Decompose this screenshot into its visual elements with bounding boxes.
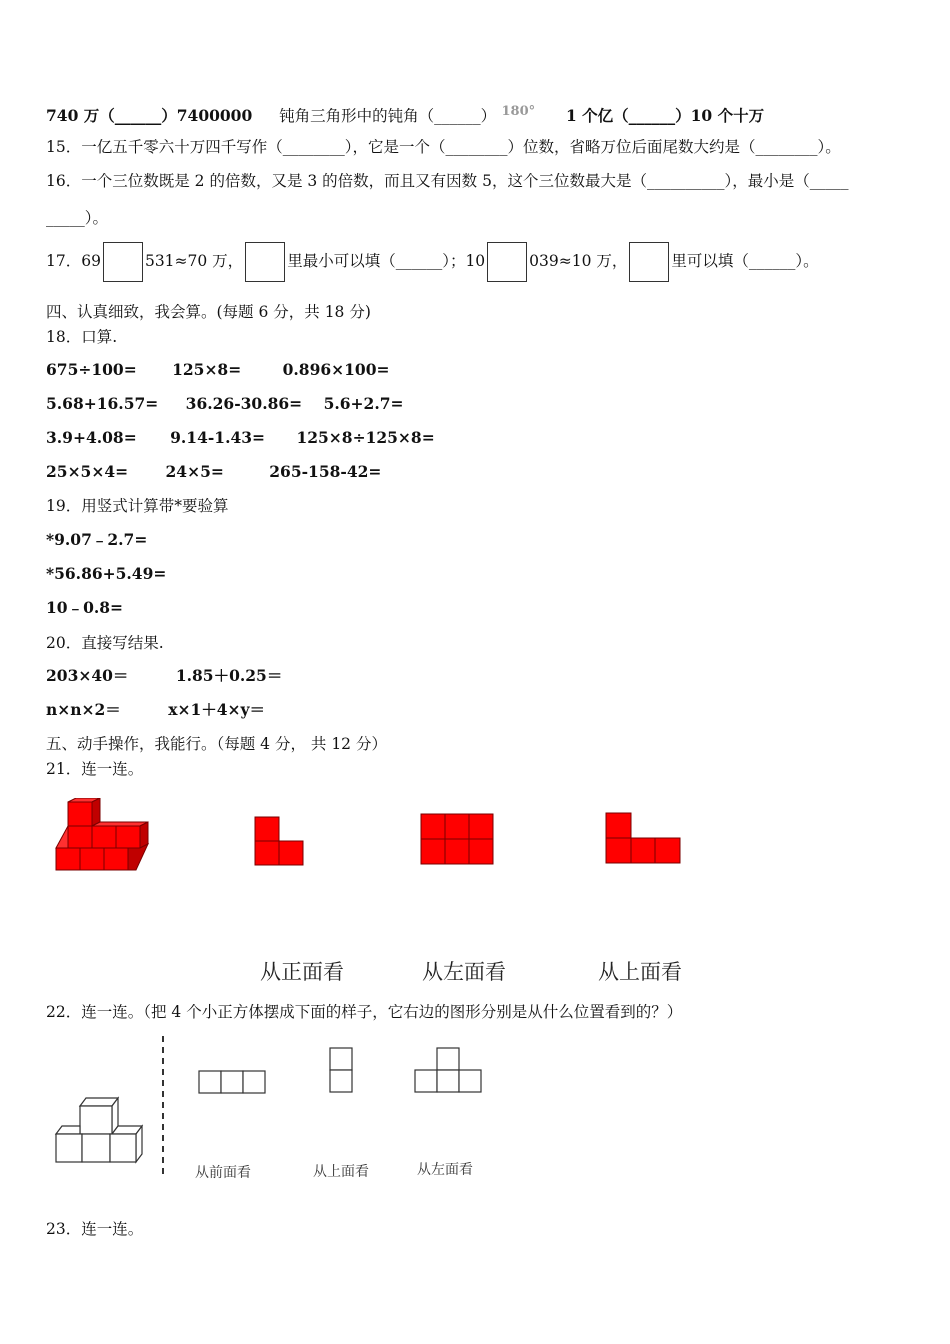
q17-blank-box-1[interactable] (103, 242, 143, 282)
q17-part5: 里可以填（______）。 (671, 252, 819, 270)
question-23-title: 23．连一连。 (46, 1220, 144, 1238)
q14-item-a: 740 万（______）7400000 (46, 106, 253, 126)
q21-caption-top: 从上面看 (598, 960, 682, 984)
q22-caption-left: 从左面看 (417, 1162, 473, 1178)
q20-expr: x×1＋4×y＝ (168, 700, 266, 719)
q18-expr: 3.9+4.08= (46, 428, 137, 447)
q17-blank-box-2[interactable] (245, 242, 285, 282)
q17-part3: 里最小可以填（______）；10 (287, 252, 486, 270)
q18-expr: 9.14-1.43= (170, 428, 266, 447)
q18-expr: 5.68+16.57= (46, 394, 159, 413)
q17-part2: 531≈70 万， (144, 252, 244, 270)
q18-expr: 5.6+2.7= (323, 394, 404, 413)
q20-row (46, 666, 282, 686)
q22-dashed-divider (160, 1036, 166, 1178)
q21-caption-front: 从正面看 (260, 960, 344, 984)
q22-caption-front: 从前面看 (195, 1165, 251, 1181)
question-16-line2: _____）。 (46, 209, 109, 227)
q18-expr: 125×8÷125×8= (296, 428, 435, 447)
q20-expr: 1.85＋0.25＝ (175, 666, 283, 685)
q18-expr: 125×8= (172, 360, 242, 379)
q18-expr: 0.896×100= (282, 360, 390, 379)
question-18-title: 18．口算. (46, 328, 118, 346)
q21-view-l-shape (254, 816, 306, 866)
q18-expr: 675÷100= (46, 360, 137, 379)
q22-view-t-shape (414, 1047, 482, 1093)
q19-item: 10﹣0.8= (46, 598, 124, 617)
section-4-title: 四、认真细致，我会算。(每题 6 分，共 18 分) (46, 303, 371, 321)
question-19-title: 19．用竖式计算带*要验算 (46, 497, 229, 515)
section-5-title: 五、动手操作，我能行。（每题 4 分， 共 12 分） (46, 735, 387, 753)
q18-row (46, 394, 404, 414)
question-16-line1: 16．一个三位数既是 2 的倍数，又是 3 的倍数，而且又有因数 5，这个三位数最大是（__________），最小是（_____ (46, 172, 849, 190)
q14-item-c: 1 个亿（______）10 个十万 (565, 106, 765, 126)
q17-blank-box-4[interactable] (629, 242, 669, 282)
q17-part4: 039≈10 万， (529, 252, 628, 270)
q18-expr: 265-158-42= (269, 462, 382, 481)
q18-expr: 36.26-30.86= (185, 394, 303, 413)
q19-item: *9.07﹣2.7= (46, 530, 148, 549)
question-15: 15．一亿五千零六十万四千写作（________），它是一个（________）位数，省略万位后面尾数大约是（________）。 (46, 138, 841, 156)
question-22-title: 22．连一连。（把 4 个小正方体摆成下面的样子，它右边的图形分别是从什么位置看到的？） (46, 1003, 683, 1021)
q22-view-2x1 (329, 1047, 353, 1093)
q18-expr: 24×5= (165, 462, 224, 481)
question-21-title: 21．连一连。 (46, 760, 144, 778)
q18-row (46, 428, 435, 448)
q17-blank-box-3[interactable] (487, 242, 527, 282)
question-20-title: 20．直接写结果. (46, 634, 164, 652)
q14-tail-line (46, 102, 764, 126)
q20-row (46, 700, 265, 720)
q21-view-long-l-shape (605, 812, 681, 864)
q21-view-2x3-grid (420, 813, 494, 865)
q22-caption-top: 从上面看 (313, 1164, 369, 1180)
q19-item: *56.86+5.49= (46, 564, 167, 583)
q20-expr: n×n×2＝ (46, 700, 121, 719)
q20-expr: 203×40＝ (46, 666, 129, 685)
q22-view-1x3 (198, 1070, 266, 1094)
q18-row (46, 462, 381, 482)
question-17 (46, 240, 819, 282)
q21-cube-stack-figure (50, 798, 150, 874)
q17-part1: 17．69 (46, 252, 101, 270)
q18-row (46, 360, 390, 380)
q21-caption-left: 从左面看 (422, 960, 506, 984)
q18-expr: 25×5×4= (46, 462, 129, 481)
q22-cube-stack-figure (52, 1092, 148, 1164)
q14-item-b: 钝角三角形中的钝角（______） (279, 107, 497, 126)
q14-item-b-faint: 180° (501, 104, 536, 119)
